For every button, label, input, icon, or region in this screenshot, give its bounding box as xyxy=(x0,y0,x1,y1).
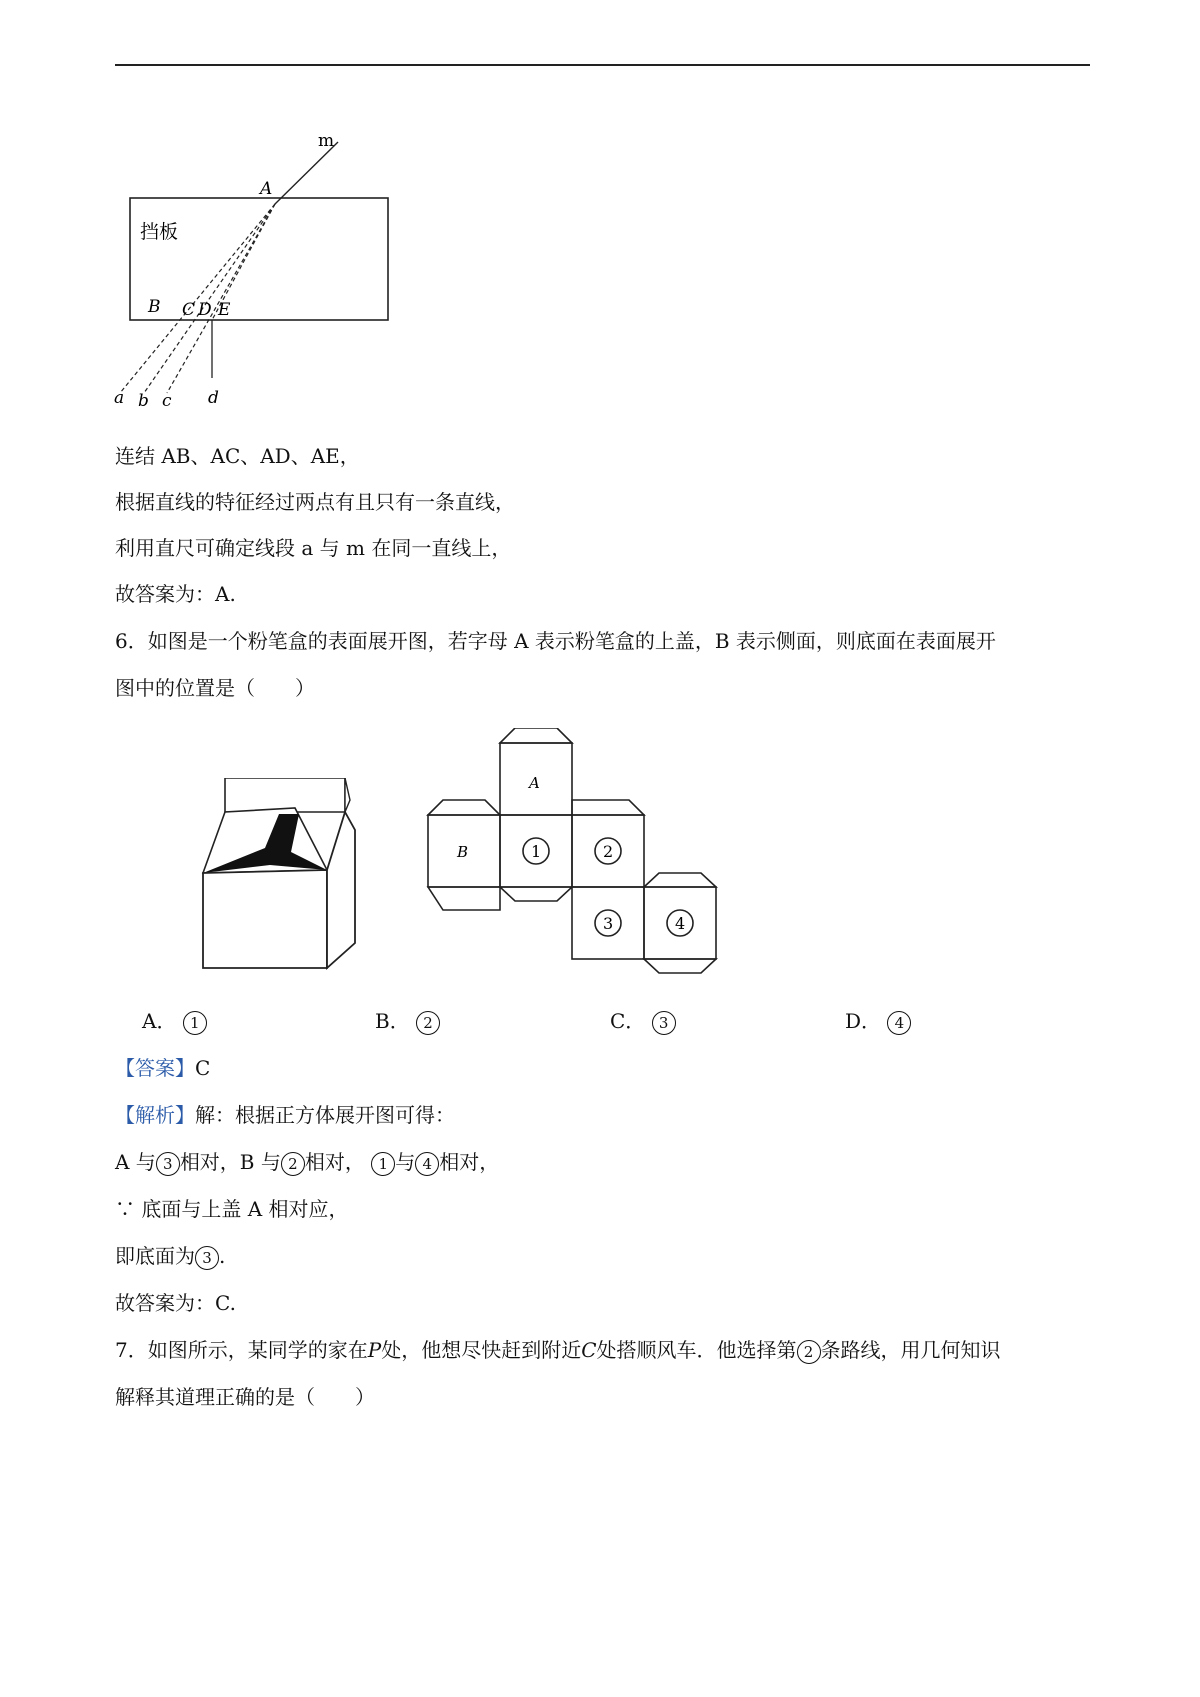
q7-text-2: 处，他想尽快赶到附近 xyxy=(381,1338,582,1362)
label-E: E xyxy=(218,300,231,320)
net-label-3: 3 xyxy=(603,914,614,933)
pairs-text-2: 相对，B 与 xyxy=(179,1150,281,1174)
q7-mark-2: 2 xyxy=(797,1340,821,1364)
box-lid xyxy=(225,778,345,812)
option-b-mark: 2 xyxy=(416,1011,440,1035)
q7-var-P: P xyxy=(367,1338,382,1362)
option-c-mark: 3 xyxy=(652,1011,676,1035)
label-C: C xyxy=(182,300,196,320)
q6-bottom-face xyxy=(115,1243,225,1270)
label-A: A xyxy=(260,179,273,199)
line-m xyxy=(275,142,338,204)
q7-line2: 解释其道理正确的是（ ） xyxy=(115,1385,375,1409)
net-label-4: 4 xyxy=(675,914,686,933)
net-tab-4-bottom xyxy=(644,959,716,973)
net-tab-B-top xyxy=(428,800,500,815)
pairs-mark-1: 1 xyxy=(371,1152,395,1176)
q7-var-C: C xyxy=(581,1338,597,1362)
option-b[interactable] xyxy=(375,1008,440,1035)
bottom-period: . xyxy=(219,1244,226,1268)
net-label-A: A xyxy=(529,774,540,792)
figure-board-lines xyxy=(110,128,390,418)
line-c xyxy=(167,204,275,393)
answer-tag: 【答案】 xyxy=(115,1056,195,1080)
net-tab-A-top xyxy=(500,728,572,743)
option-c[interactable] xyxy=(610,1008,676,1035)
pairs-text-1: A 与 xyxy=(115,1150,156,1174)
bottom-text: 即底面为 xyxy=(115,1244,195,1268)
q6-pairs xyxy=(115,1149,499,1176)
analysis-intro: 解：根据正方体展开图可得： xyxy=(195,1103,455,1127)
box-side xyxy=(327,812,355,968)
q6-answer xyxy=(115,1055,210,1081)
pairs-text-5: 相对， xyxy=(439,1150,500,1174)
q6-conclusion: 故答案为：C. xyxy=(115,1291,236,1315)
net-label-2: 2 xyxy=(603,842,614,861)
label-D: D xyxy=(198,300,212,320)
sol5-line4: 故答案为：A. xyxy=(115,582,236,606)
net-tab-4-top xyxy=(644,873,716,887)
bottom-mark: 3 xyxy=(195,1246,219,1270)
option-c-letter: C． xyxy=(610,1009,646,1033)
option-a-letter: A． xyxy=(142,1009,177,1033)
q7-text-3: 处搭顺风车．他选择第 xyxy=(596,1338,797,1362)
header-rule xyxy=(115,64,1090,66)
q6-line1: 6．如图是一个粉笔盒的表面展开图，若字母 A 表示粉笔盒的上盖，B 表示侧面，则底面在表面展开 xyxy=(115,629,996,653)
option-a[interactable] xyxy=(142,1008,207,1035)
net-tab-B-bottom xyxy=(428,887,500,910)
figure-box-net xyxy=(425,728,725,983)
label-d: d xyxy=(208,388,219,408)
figure-chalk-box xyxy=(195,778,375,978)
box-lid-side xyxy=(345,778,350,812)
option-d[interactable] xyxy=(845,1008,911,1035)
pairs-mark-2: 2 xyxy=(281,1152,305,1176)
option-d-mark: 4 xyxy=(887,1011,911,1035)
label-a: a xyxy=(114,388,125,408)
label-c: c xyxy=(162,391,172,411)
option-d-letter: D． xyxy=(845,1009,882,1033)
label-m: m xyxy=(318,131,335,151)
q6-analysis xyxy=(115,1102,455,1128)
net-label-1: 1 xyxy=(531,842,542,861)
answer-value: C xyxy=(195,1056,211,1080)
label-board: 挡板 xyxy=(140,221,179,243)
sol5-line3: 利用直尺可确定线段 a 与 m 在同一直线上， xyxy=(115,536,512,560)
q6-because: ∵ 底面与上盖 A 相对应， xyxy=(115,1197,349,1221)
q7-line1 xyxy=(115,1337,1001,1364)
sol5-line1: 连结 AB、AC、AD、AE， xyxy=(115,444,360,468)
box-front xyxy=(203,870,327,968)
q6-line2: 图中的位置是（ ） xyxy=(115,676,315,700)
label-B: B xyxy=(148,297,161,317)
net-tab-1-bottom xyxy=(500,887,572,901)
pairs-mark-3: 3 xyxy=(156,1152,180,1176)
label-b: b xyxy=(138,391,149,411)
analysis-tag: 【解析】 xyxy=(115,1103,195,1127)
pairs-mark-4: 4 xyxy=(415,1152,439,1176)
q7-text-1: 7．如图所示，某同学的家在 xyxy=(115,1338,368,1362)
net-label-B: B xyxy=(457,843,469,861)
pairs-text-4: 与 xyxy=(395,1150,416,1174)
net-tab-2-top xyxy=(572,800,644,815)
q7-text-4: 条路线，用几何知识 xyxy=(820,1338,1001,1362)
sol5-line2: 根据直线的特征经过两点有且只有一条直线， xyxy=(115,490,515,514)
option-b-letter: B． xyxy=(375,1009,410,1033)
pairs-text-3: 相对， xyxy=(304,1150,365,1174)
board-rect xyxy=(130,198,388,320)
option-a-mark: 1 xyxy=(183,1011,207,1035)
